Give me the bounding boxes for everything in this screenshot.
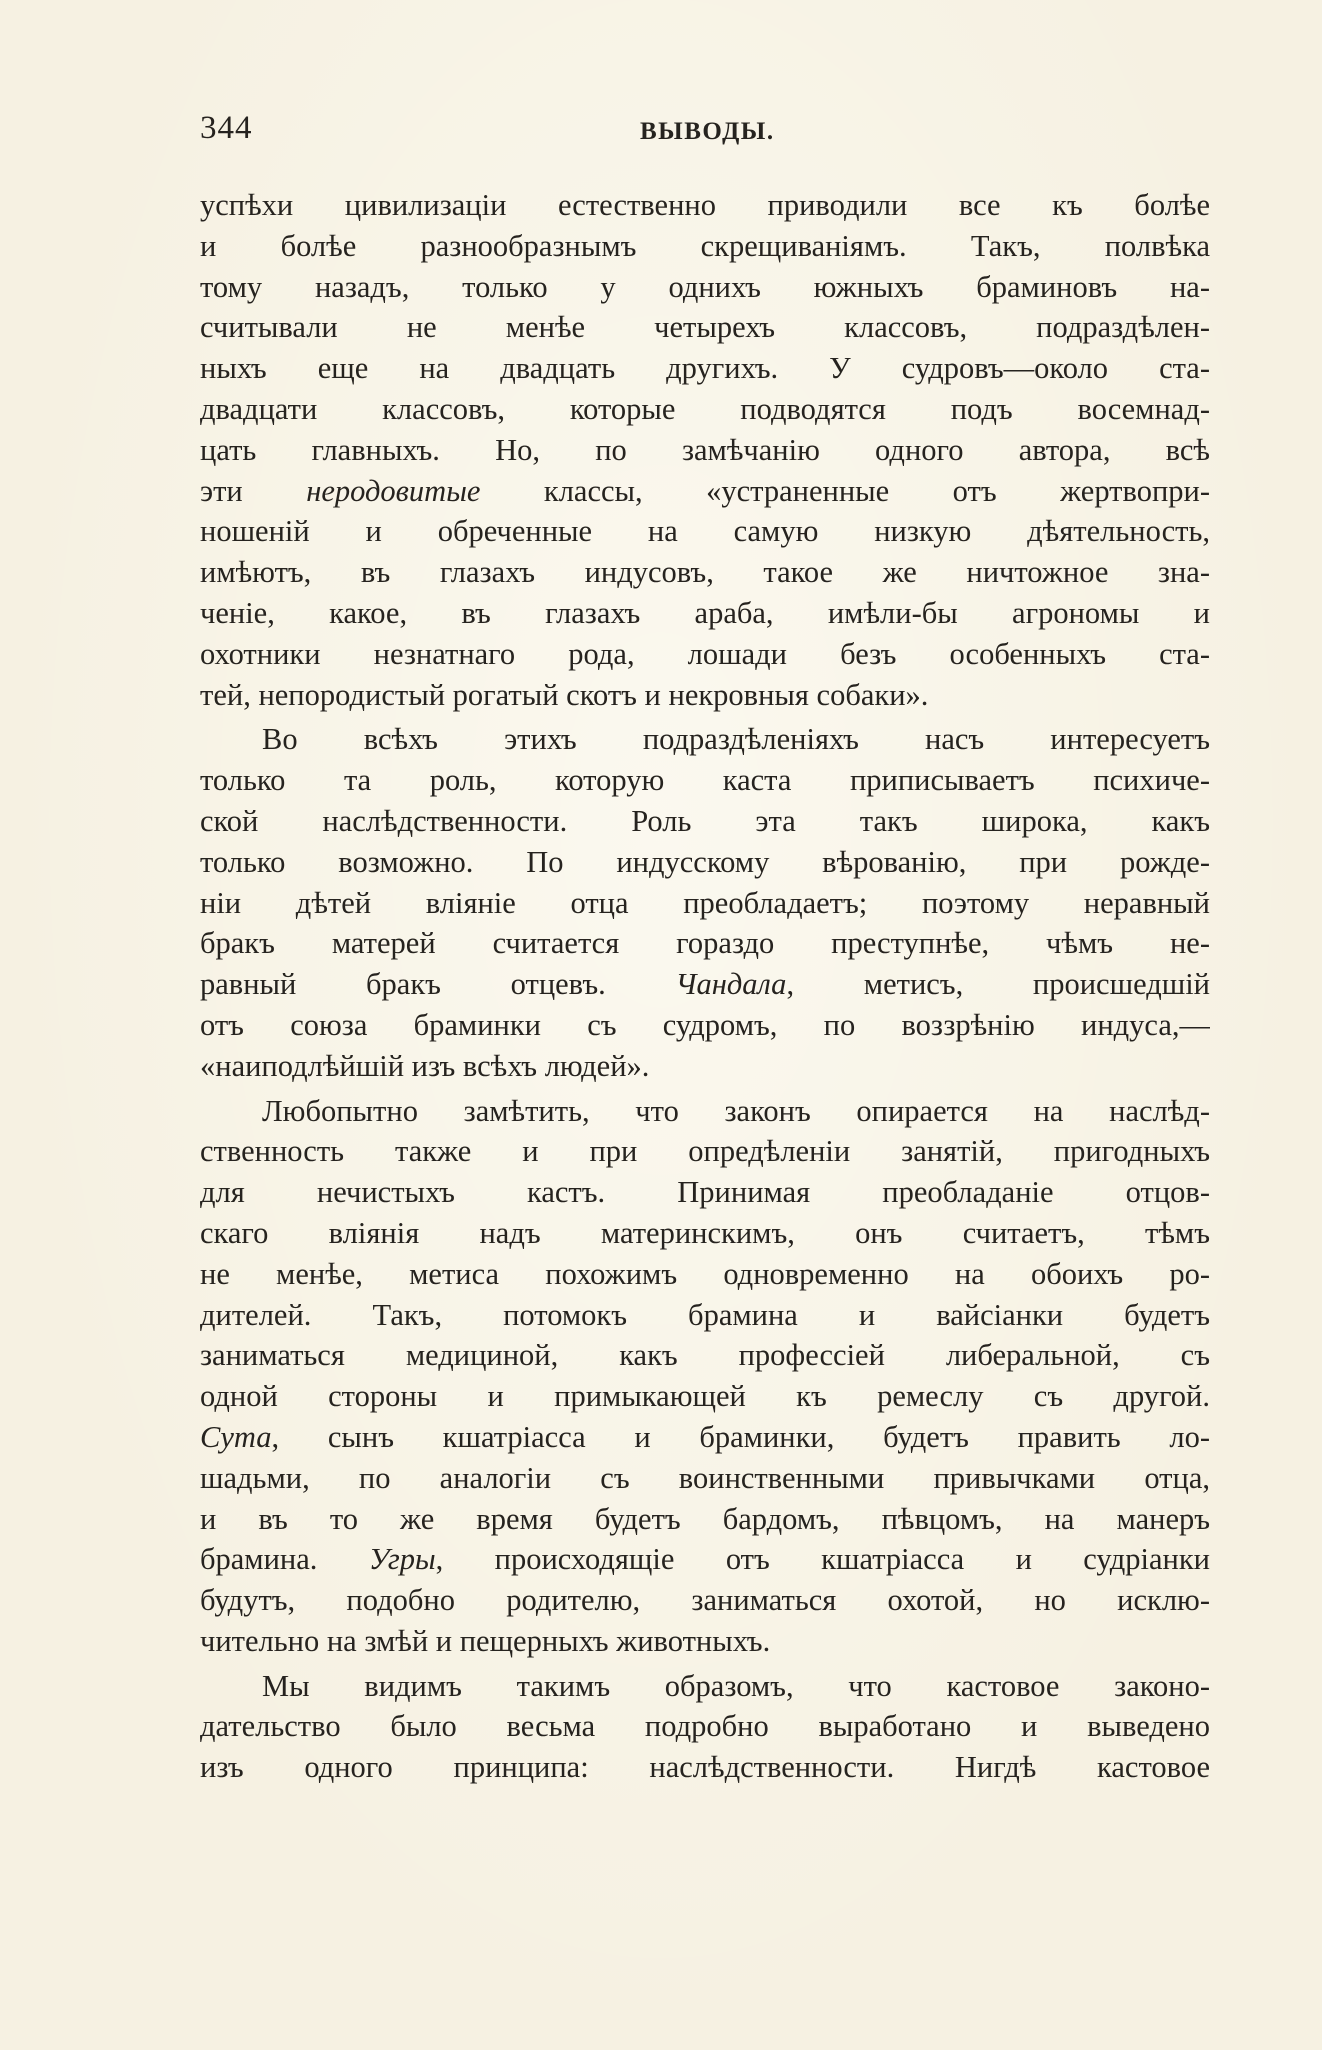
body-text — [200, 185, 1210, 1788]
paragraph — [200, 719, 1210, 1086]
text-line: одной стороны и примыкающей къ ремеслу съ другой. — [200, 1379, 1210, 1414]
text-line: Сута, сынъ кшатріасса и браминки, будетъ править ло- — [200, 1419, 1210, 1454]
text-line: скаго вліянія надъ материнскимъ, онъ считаетъ, тѣмъ — [200, 1215, 1210, 1250]
text-line: брамина. Угры, происходящіе отъ кшатріасса и судріанки — [200, 1542, 1210, 1577]
text-line: заниматься медициной, какъ профессіей либеральной, съ — [200, 1338, 1210, 1373]
text-line: изъ одного принципа: наслѣдственности. Нигдѣ кастовое — [200, 1750, 1210, 1785]
text-line: имѣютъ, въ глазахъ индусовъ, такое же ничтожное зна- — [200, 555, 1210, 590]
text-line: только та роль, которую каста приписываетъ психиче- — [200, 763, 1210, 798]
text-line: Любопытно замѣтить, что законъ опирается на наслѣд- — [262, 1093, 1210, 1128]
paragraph — [200, 1666, 1210, 1788]
text-line: считывали не менѣе четырехъ классовъ, подраздѣлен- — [200, 310, 1210, 345]
italic-term: неродовитые — [306, 473, 481, 508]
text-line: равный бракъ отцевъ. Чандала, метисъ, происшедшій — [200, 967, 1210, 1002]
text-line: «наиподлѣйшій изъ всѣхъ людей». — [200, 1048, 650, 1083]
text-line: тей, непородистый рогатый скотъ и некровныя собаки». — [200, 677, 929, 712]
text-line: ственность также и при опредѣленіи занятій, пригодныхъ — [200, 1134, 1210, 1169]
text-line: и въ то же время будетъ бардомъ, пѣвцомъ, на манеръ — [200, 1501, 1210, 1536]
text-line: ской наслѣдственности. Роль эта такъ широка, какъ — [200, 803, 1210, 838]
italic-term: Сута — [200, 1419, 272, 1454]
text-line: Мы видимъ такимъ образомъ, что кастовое законо- — [262, 1668, 1210, 1703]
text-line: Во всѣхъ этихъ подраздѣленіяхъ насъ интересуетъ — [262, 722, 1210, 757]
text-line: дителей. Такъ, потомокъ брамина и вайсіанки будетъ — [200, 1297, 1210, 1332]
text-line: чительно на змѣй и пещерныхъ животныхъ. — [200, 1623, 771, 1658]
text-line: не менѣе, метиса похожимъ одновременно на обоихъ ро- — [200, 1256, 1210, 1291]
text-line: цать главныхъ. Но, по замѣчанію одного автора, всѣ — [200, 432, 1210, 467]
text-line: дательство было весьма подробно выработано и выведено — [200, 1709, 1210, 1744]
paragraph — [200, 1091, 1210, 1662]
italic-term: Чандала — [675, 967, 787, 1002]
text-line: двадцати классовъ, которые подводятся подъ восемнад- — [200, 391, 1210, 426]
text-line: отъ союза браминки съ судромъ, по воззрѣнію индуса,— — [200, 1007, 1210, 1042]
text-line: успѣхи цивилизаціи естественно приводили все къ болѣе — [200, 188, 1210, 222]
text-line: охотники незнатнаго рода, лошади безъ особенныхъ ста- — [200, 636, 1210, 671]
paragraph — [200, 185, 1210, 715]
running-head: ВЫВОДЫ. — [640, 118, 775, 145]
text-line: только возможно. По индусскому вѣрованію, при рожде- — [200, 844, 1210, 879]
text-line: бракъ матерей считается гораздо преступнѣе, чѣмъ не- — [200, 926, 1210, 961]
text-line: для нечистыхъ кастъ. Принимая преобладаніе отцов- — [200, 1175, 1210, 1210]
text-line: эти неродовитые классы, «устраненные отъ жертвопри- — [200, 473, 1210, 508]
text-line: ченіе, какое, въ глазахъ араба, имѣли-бы агрономы и — [200, 595, 1210, 630]
text-line: тому назадъ, только у однихъ южныхъ браминовъ на- — [200, 269, 1210, 304]
text-line: и болѣе разнообразнымъ скрещиваніямъ. Такъ, полвѣка — [200, 228, 1210, 263]
text-line: ношеній и обреченные на самую низкую дѣятельность, — [200, 514, 1210, 549]
text-line: ныхъ еще на двадцать другихъ. У судровъ—около ста- — [200, 351, 1210, 386]
text-line: шадьми, по аналогіи съ воинственными привычками отца, — [200, 1460, 1210, 1495]
page-header — [200, 110, 1210, 156]
italic-term: Угры — [368, 1542, 436, 1577]
text-line: будутъ, подобно родителю, заниматься охотой, но исклю- — [200, 1583, 1210, 1618]
text-line: ніи дѣтей вліяніе отца преобладаетъ; поэтому неравный — [200, 885, 1210, 920]
page-number: 344 — [200, 110, 253, 146]
